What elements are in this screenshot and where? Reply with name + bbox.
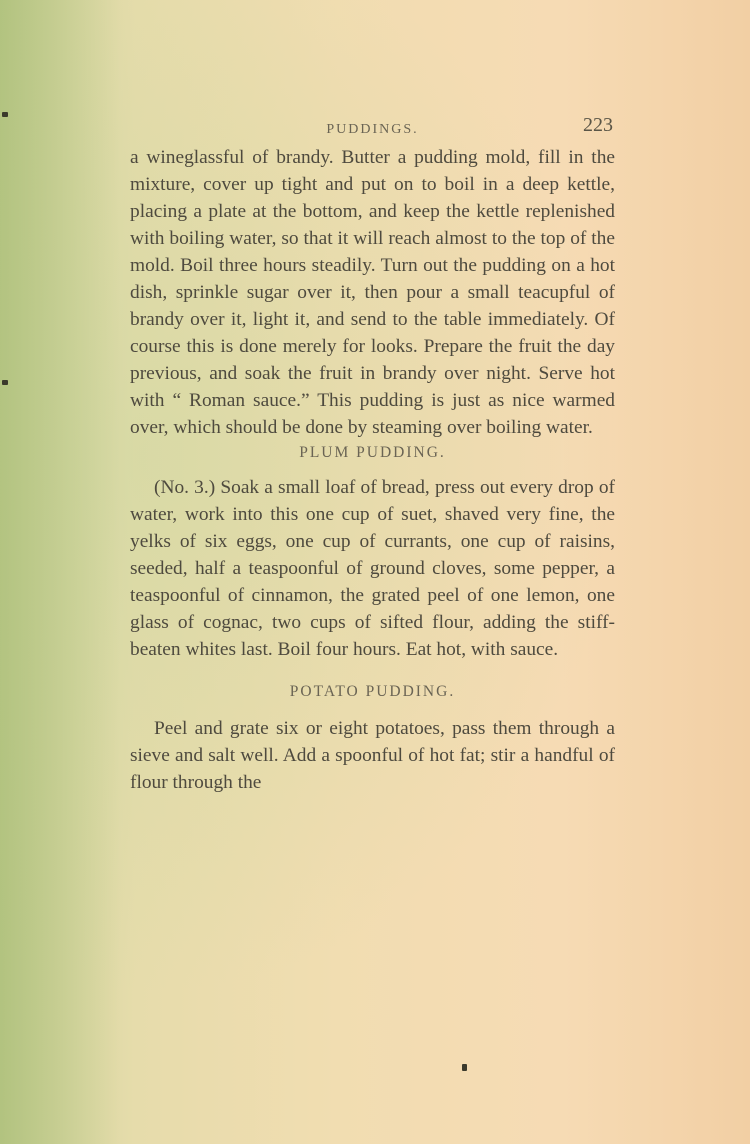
plum-pudding-paragraph: (No. 3.) Soak a small loaf of bread, press out every drop of water, work into this one cup of suet, shaved very fine, the yelks of six eggs, one cup of currants, one cup of raisins, seeded, half a teaspoonful of ground cloves, some pepper, a teaspoonful of cinnamon, the grated peel of one lemon, one glass of cognac, two cups of sifted flour, adding the stiff-beaten whites last. Boil four hours. Eat hot, with sauce. (130, 477, 615, 660)
ink-speck (462, 1064, 467, 1071)
potato-pudding-paragraph: Peel and grate six or eight potatoes, pass them through a sieve and salt well. Add a spoonful of hot fat; stir a handful of flour through the (130, 718, 615, 793)
potato-pudding-heading: POTATO PUDDING. (289, 683, 456, 700)
page-edge-shading (0, 0, 120, 1144)
continuation-paragraph: a wineglassful of brandy. Butter a pudding mold, fill in the mixture, cover up tight and put on to boil in a deep kettle, placing a plate at the bottom, and keep the kettle replenished with boiling water, so that it will reach almost to the top of the mold. Boil three hours steadily. Turn out the pudding on a hot dish, sprinkle sugar over it, then pour a small teacupful of brandy over it, light it, and send to the table immediately. Of course this is done merely for looks. Prepare the fruit the day previous, and soak the fruit in brandy over night. Serve hot with “ Roman sauce.” This pudding is just as nice warmed over, which should be done by steaming over boiling water. (130, 147, 615, 438)
plum-pudding-heading: PLUM PUDDING. (299, 444, 446, 461)
running-head-title: PUDDINGS. (326, 122, 419, 137)
margin-ink-mark (2, 112, 8, 117)
margin-ink-mark (2, 380, 8, 385)
book-page (130, 108, 615, 796)
running-head (130, 108, 615, 144)
page-number: 223 (583, 114, 613, 136)
